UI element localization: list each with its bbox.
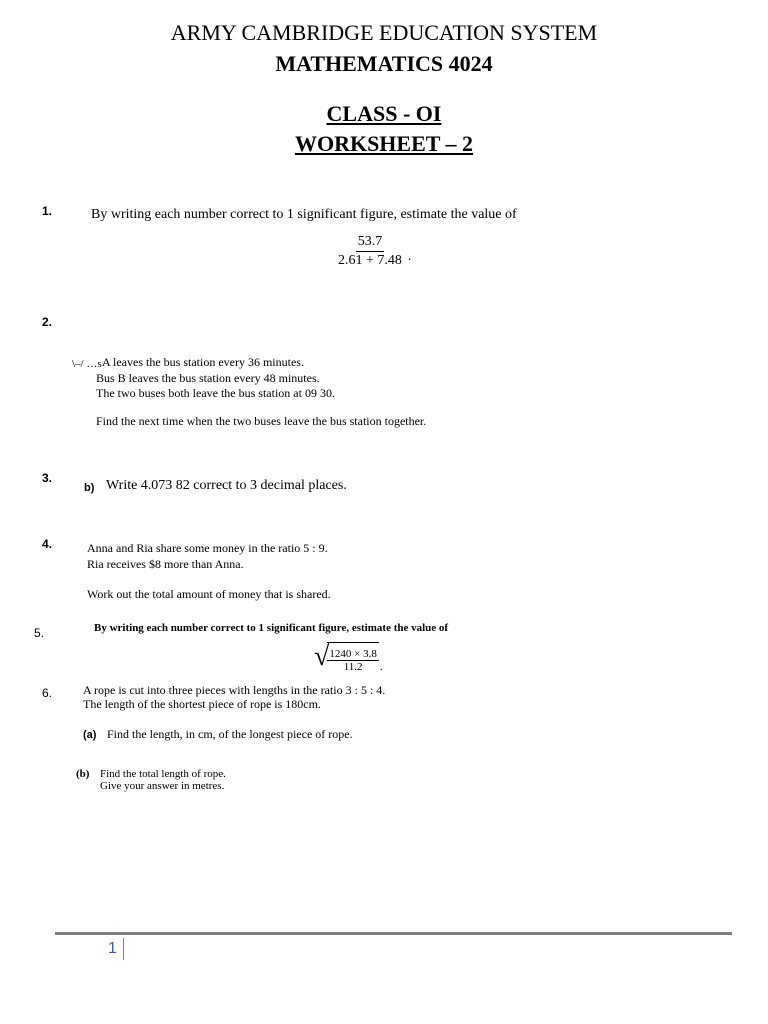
- question-1-suffix: .: [407, 248, 412, 264]
- question-6-line-2: The length of the shortest piece of rope is 180cm.: [83, 697, 321, 711]
- question-5-root-expression: [314, 642, 383, 673]
- square-root-icon: √: [314, 641, 330, 672]
- question-5-denominator: 11.2: [343, 661, 363, 673]
- question-5-text: By writing each number correct to 1 significant figure, estimate the value of: [94, 622, 449, 634]
- question-6-part-b-line-1: Find the total length of rope.: [100, 768, 226, 780]
- question-4-line-3: Work out the total amount of money that is shared.: [87, 587, 331, 601]
- question-5-number: 5.: [34, 626, 45, 640]
- worksheet-title: WORKSHEET – 2: [294, 131, 474, 156]
- question-2-line-3: The two buses both leave the bus station at 09 30.: [96, 386, 335, 400]
- school-name: ARMY CAMBRIDGE EDUCATION SYSTEM: [170, 20, 598, 45]
- question-3-label: b): [84, 482, 95, 494]
- question-2-line-2: Bus B leaves the bus station every 48 minutes.: [96, 371, 320, 385]
- question-1-numerator: 53.7: [356, 234, 385, 252]
- question-1-denominator: 2.61 + 7.48: [338, 253, 402, 268]
- footer-rule: [55, 932, 732, 935]
- question-6-part-a-text: Find the length, in cm, of the longest piece of rope.: [107, 727, 353, 741]
- question-1-text: By writing each number correct to 1 significant figure, estimate the value of: [91, 207, 517, 222]
- question-4-number: 4.: [42, 537, 53, 551]
- question-2-lead: \–/ …s: [72, 358, 102, 370]
- question-4-line-1: Anna and Ria share some money in the ratio 5 : 9.: [87, 541, 328, 555]
- page-number: 1: [108, 940, 117, 957]
- page-number-divider: [123, 938, 124, 960]
- question-6-part-a-label: (a): [83, 729, 97, 741]
- question-2-number: 2.: [42, 315, 53, 329]
- question-6-line-1: A rope is cut into three pieces with lengths in the ratio 3 : 5 : 4.: [83, 683, 386, 697]
- question-1-fraction: [336, 234, 411, 269]
- class-title: CLASS - OI: [326, 101, 442, 126]
- question-6-number: 6.: [42, 686, 53, 700]
- question-2-line-1: A leaves the bus station every 36 minutes.: [102, 355, 304, 369]
- question-2-line-4: Find the next time when the two buses leave the bus station together.: [96, 414, 427, 428]
- question-6-part-b-label: (b): [76, 768, 90, 780]
- question-3-text: Write 4.073 82 correct to 3 decimal places.: [106, 478, 347, 493]
- question-5-suffix: .: [379, 661, 383, 673]
- question-4-line-2: Ria receives $8 more than Anna.: [87, 557, 244, 571]
- question-3-number: 3.: [42, 471, 53, 485]
- question-6-part-b-line-2: Give your answer in metres.: [100, 780, 225, 792]
- question-1-number: 1.: [42, 204, 53, 218]
- subject-title: MATHEMATICS 4024: [275, 51, 493, 76]
- question-5-numerator: 1240 × 3.8: [329, 648, 377, 660]
